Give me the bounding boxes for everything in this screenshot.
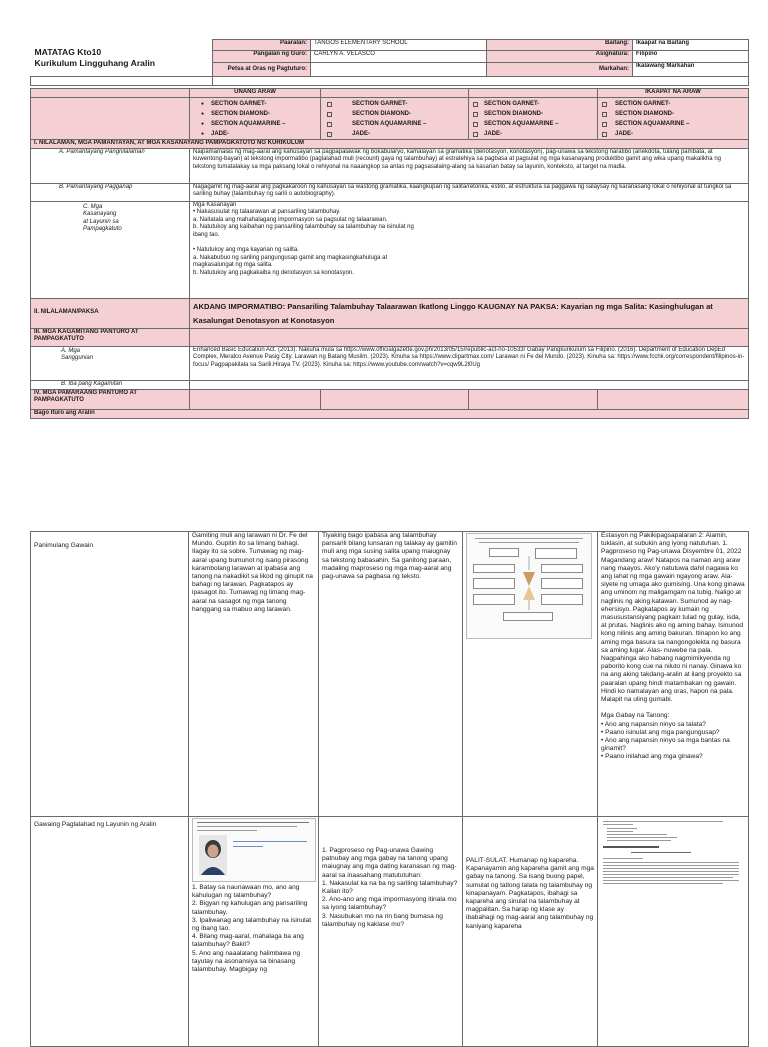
row-ii-text: AKDANG IMPORMATIBO: Pansariling Talambuhay Talaarawan Ikatlong Linggo KAUGNAY NA PAKSA: Kayarian ng mga Salita: Kasinghulugan at Kasalungat Denotasyon at Konotasyon bbox=[190, 298, 749, 328]
day-header-empty bbox=[31, 89, 190, 98]
school-value: TANGOS ELEMENTARY SCHOOL bbox=[311, 40, 487, 51]
portrait-thumbnail bbox=[192, 818, 316, 882]
section-diamond-2: SECTION DIAMOND- bbox=[326, 109, 465, 119]
hourglass-icon bbox=[521, 556, 537, 610]
section-diamond-1: ● SECTION DIAMOND- bbox=[201, 109, 317, 119]
section-aquamarine-2: SECTION AQUAMARINE – bbox=[326, 119, 465, 129]
quarter-value: Ikalawang Markahan bbox=[633, 63, 749, 77]
row-iii-a-text: Enhanced Basic Education Act. (2013). Nakuha mula sa https://www.officialgazette.gov.ph/2013/05/15/republic-act-no-10533/ Gabay Pangkurikulum sa Filipino. (2016). Department of Education DepEd Complex, Meralco Avenue Pasig City. Larawan ng Batang Muslim. (2023). Kinuha sa https://www.clipartmax.com/ Larawan ni Fe del Mundo. (2023). Kinuha sa: https://www.fcchk.org/correspondent/filipinos-in- focus/ Pagpapakilala sa Sarili.Hiraya TV. (2023). Kinuha sa: https://www.youtube.com/watch?v=cqw9L2l0Ug bbox=[190, 346, 749, 380]
section-garnet-1: ● SECTION GARNET- bbox=[201, 99, 317, 109]
section-aquamarine-1: ● SECTION AQUAMARINE – bbox=[201, 119, 317, 129]
header-table bbox=[30, 39, 749, 86]
page-2 bbox=[30, 531, 748, 1047]
section-diamond-3: SECTION DIAMOND- bbox=[472, 109, 594, 119]
paglalahad-day-1 bbox=[189, 817, 319, 1047]
sections-empty bbox=[31, 98, 190, 140]
row-iii-a-label: A. Mga Sanggunian bbox=[31, 346, 190, 380]
main-table bbox=[30, 88, 749, 419]
sections-day-1 bbox=[190, 98, 321, 140]
row-iv-day-1 bbox=[190, 389, 321, 409]
teacher-label: Pangalan ng Guro: bbox=[213, 51, 311, 63]
quarter-label: Markahan: bbox=[487, 63, 633, 77]
subject-label: Asignatura: bbox=[487, 51, 633, 63]
row-a-text: Naipamamalas ng mag-aaral ang kahusayan sa pagpapalawak ng bokabularyo, kamalayan sa gramatika (denotasyon, konotasyon), pag-unawa sa tekstong naratibo (anekdota, tulang pambata, at kuwentong-bayan) at tekstong impormatibo (paglalahad muli (recount) gaya ng talambuhay) at estratehiya sa pagbasa at pagsulat ng mga kasanayang produktibo gamit ang wika upang makalikha ng tekstong tumatalakay sa mga paksang lokal o rehiyonal na naaangkop sa antas ng pagsasalaing-alang sa kasarian batay sa layunin, konteksto, at target na madla. bbox=[190, 148, 749, 183]
row-b-label: B. Pamantayang Pagganap bbox=[31, 183, 190, 201]
date-value bbox=[311, 63, 487, 77]
teacher-value: CARLYN A. VELASCO bbox=[311, 51, 487, 63]
header-subtitle: Kurikulum Lingguhang Aralin bbox=[34, 57, 155, 68]
header-title-cell bbox=[31, 40, 213, 77]
panimulang-day-2: Tiyaking bago ipabasa ang talambuhay pansarili bilang lunsaran ng talakay ay gamitin muli ang mga susing salita upang maiugnay sa tekstong babasahin. Sa ganitong paraan, madaling maproseso ng mga mag-aaral ang pag-unawa sa pagbasa ng teksto. bbox=[319, 532, 463, 817]
row-iv-day-4 bbox=[598, 389, 749, 409]
header-title: MATATAG Kto10 bbox=[34, 46, 102, 57]
header-spacer bbox=[31, 77, 213, 86]
section-garnet-3: SECTION GARNET- bbox=[472, 99, 594, 109]
section-garnet-2: SECTION GARNET- bbox=[326, 99, 465, 109]
row-iv-day-2 bbox=[321, 389, 469, 409]
panimulang-gawain-label: Panimulang Gawain bbox=[31, 532, 189, 817]
subject-value: Filipino bbox=[633, 51, 749, 63]
panimulang-day-4: Estasyon ng Pakikipagsapalaran 2: Alamin, tuklasin, at subukin ang iyong natutuhan. 1. Pagproseso ng Pag-unawa Disyembre 01, 2022 Magandang araw! Natapos na naman ang araw nang maayos. Ako'y natutuwa dahil nagawa ko ang lahat ng mga gawain ngayong araw. Ala-siyete ng umaga ako gumising. Una kong ginawa ang uminom ng maligamgam na tubig. Naligo at naglinis ng aking katawan. Sumunod ay nag-ehersisyo. Pagkatapos ay kumain ng masusustansiyang pagkain tulad ng gulay, isda, at prutas. Naglinis ako ng aming bahay. Isinunod kong nilinis ang aming bakuran. Itinapon ko ang aming mga basura sa nangongolekta ng basura sa aming lugar. Alas- nuwebe na pala. Nagpahinga ako habang nagmimikyenda ng paborito kong cue na niluto ni nanay. Ginawa ko na ang aking takdang-aralin at ilang proyekto sa paaralan upang hindi matambakan ng gawain. Hindi ko namalayan ang oras, hapon na pala. Malapit na uling gumabi. Mga Gabay na Tanong: • Ano ang napansin ninyo sa talata? • Paano isinulat ang mga pangungusap? • Ano ang napansin ninyo sa mga bantas na ginamit? • Paano inilahad ang mga ginawa? bbox=[598, 532, 749, 817]
diagram-thumbnail bbox=[466, 533, 592, 639]
grade-value: Ikaapat na Baitang bbox=[633, 40, 749, 51]
day-header-first: UNANG ARAW bbox=[190, 89, 321, 98]
sections-day-4 bbox=[598, 98, 749, 140]
paglalahad-layunin-label: Gawaing Paglalahad ng Layunin ng Aralin bbox=[31, 817, 189, 1047]
row-iv-label: IV. MGA PAMARAANG PANTURO AT PAMPAGKATUTO bbox=[31, 389, 190, 409]
section-aquamarine-3: SECTION AQUAMARINE – bbox=[472, 119, 594, 129]
row-iii-b-label: B. Iba pang Kagamitan bbox=[31, 380, 190, 389]
row-iii-b-empty bbox=[190, 380, 749, 389]
section-i-heading: I. NILALAMAN, MGA PAMANTAYAN, AT MGA KASANAYANG PAMPAGKATUTO NG KURIKULUM bbox=[31, 140, 749, 149]
section-jade-1: ● JADE- bbox=[201, 129, 317, 139]
panimulang-day-3 bbox=[463, 532, 598, 817]
section-jade-3: JADE- bbox=[472, 129, 594, 139]
section-garnet-4: SECTION GARNET- bbox=[601, 99, 745, 109]
section-jade-2: JADE- bbox=[326, 129, 465, 139]
person-photo-icon bbox=[199, 835, 227, 875]
row-c-label: C. Mga Kasanayang at Layunin sa Pampagkatuto bbox=[31, 201, 190, 298]
school-label: Paaralan: bbox=[213, 40, 311, 51]
section-aquamarine-4: SECTION AQUAMARINE – bbox=[601, 119, 745, 129]
row-c-empty bbox=[469, 201, 749, 298]
panimulang-day-1: Gamiting muli ang larawan ni Dr. Fe del Mundo. Gupitin ito sa limang bahagi. Ilagay ito sa sobre. Tumawag ng mag-aaral upang bumunot ng isang pirasong karambolang larawan at ipabasa ang tanong na nakadikit sa likod ng ginupit na bahagi ng larawan. Pagkatapos ay ipasagot ito. Tumawag ng limang mag- aaral na sasagot ng mga tanong hanggang sa mabuo ang larawan. bbox=[189, 532, 319, 817]
sections-day-3 bbox=[469, 98, 598, 140]
paglalahad-day-1-text: 1. Batay sa naunawaan mo, ano ang kahulugan ng talambuhay? 2. Bigyan ng kahulugan ang pansariling talambuhay. 3. Ipaliwanag ang talambuhay na isinulat ng ibang tao. 4. Bilang mag-aaral, mahalaga ba ang talambuhay? Bakit? 5. Ano ang naaalalang halimbawa ng tayutay na asonansiya sa binasang talambuhay. Magbigay ng bbox=[192, 884, 312, 974]
bago-ituro-heading: Bago Ituro ang Aralin bbox=[31, 409, 749, 418]
section-jade-4: JADE- bbox=[601, 129, 745, 139]
grade-label: Baitang: bbox=[487, 40, 633, 51]
day-header-fourth: IKAAPAT NA ARAW bbox=[598, 89, 749, 98]
page-1 bbox=[30, 39, 748, 419]
day-header-third bbox=[469, 89, 598, 98]
row-iii-label: III. MGA KAGAMITANG PANTURO AT PAMPAGKATUTO bbox=[31, 328, 190, 346]
paglalahad-day-4 bbox=[598, 817, 749, 1047]
section-diamond-4: SECTION DIAMOND- bbox=[601, 109, 745, 119]
row-a-label: A. Pamantayang Pangnilalaman bbox=[31, 148, 190, 183]
row-ii-label: II. NILALAMAN/PAKSA bbox=[31, 298, 190, 328]
procedure-table bbox=[30, 531, 749, 1047]
row-b-text: Nagagamit ng mag-aaral ang pagkakaroon ng kahusayan sa wastong gramatika, kaangkupan ng salita/retorika, estilo, at estruktura sa paggawa ng salaysay ng karanasang lokal o rehiyonal at tungkol sa sariling buhay (talambuhay ng sarili o autobiography). bbox=[190, 183, 749, 201]
header-spacer-right bbox=[213, 77, 749, 86]
row-c-text: Mga Kasanayan • Nakasusulat ng talaarawan at pansariling talambuhay. a. Naitatala ang mahahalagang impormasyon sa pagsulat ng talaarawan. b. Natutukoy ang kaibahan ng pansariling talambuhay sa talambuhay na isinulat ng ibang tao. • Natutukoy ang mga kayarian ng salita. a. Nakabubuo ng sariling pangungusap gamit ang magkasingkahuluga at magkasalungat ng mga salita. b. Natutukoy ang pagkakaiba ng denotasyon sa konotasyon. bbox=[190, 201, 469, 298]
day-header-second bbox=[321, 89, 469, 98]
sections-day-2 bbox=[321, 98, 469, 140]
paglalahad-day-3: PALIT-SULAT. Humanap ng kapareha. Kapanayamin ang kapareha gamit ang mga gabay na tanong. Sa isang buong papel, sumulat ng tatlong talata ng talambuhay ng kinapanayam. Pagkatapos, ibahagi sa kapareha ang sinulat na talambuhay at magpalitan. Sa harap ng klase ay ibabahagi ng mag-aaral ang talambuhay ng kaniyang kapareha bbox=[463, 817, 598, 1047]
text-thumbnail bbox=[601, 819, 743, 891]
date-label: Petsa at Oras ng Pagtuturo: bbox=[213, 63, 311, 77]
row-iv-day-3 bbox=[469, 389, 598, 409]
paglalahad-day-2: 1. Pagproseso ng Pag-unawa Gawing patnubay ang mga gabay na tanong upang maiugnay ang mga dating karanasan ng mag-aaral sa inaasahang matututuhan: 1. Nakasulat ka na ba ng sariling talambuhay? Kailan ito? 2. Ano-ano ang mga impormasyong itinala mo sa iyong talambuhay? 3. Nasubukan mo na rin bang bumasa ng talambuhay ng kaklase mo? bbox=[319, 817, 463, 1047]
row-iii-empty bbox=[190, 328, 749, 346]
